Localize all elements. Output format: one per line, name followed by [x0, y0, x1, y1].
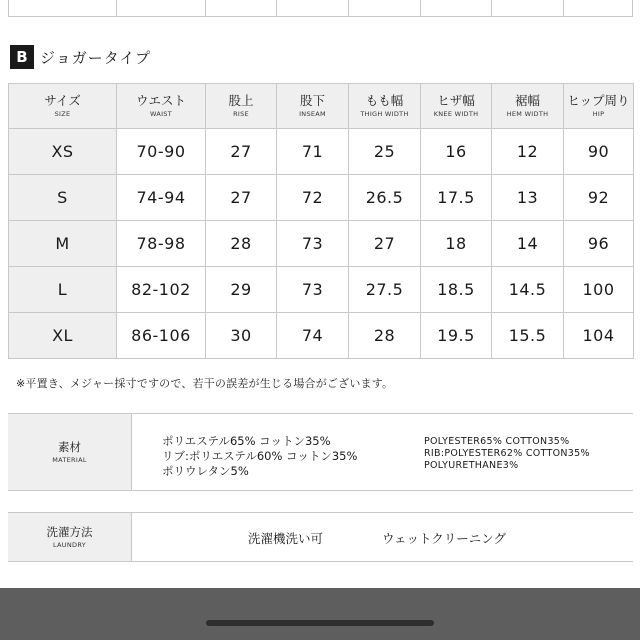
material-section: [8, 413, 633, 491]
table-cell: 27: [206, 129, 277, 175]
table-cell: 27: [349, 221, 421, 267]
table-cell: 90: [564, 129, 634, 175]
bottom-bar: [0, 588, 640, 640]
section-header: [10, 45, 151, 69]
material-english: POLYESTER65% COTTON35% RIB:POLYESTER62% COTTON35% POLYURETHANE3%: [424, 436, 590, 471]
table-row: [9, 129, 634, 175]
size-cell: M: [9, 221, 117, 267]
laundry-section: [8, 512, 633, 562]
table-cell: 14: [492, 221, 564, 267]
table-cell: 12: [492, 129, 564, 175]
table-row: [9, 313, 634, 359]
table-cell: 73: [277, 267, 349, 313]
table-cell: 104: [564, 313, 634, 359]
size-chart-table: [8, 83, 634, 359]
size-cell: L: [9, 267, 117, 313]
table-cell: 72: [277, 175, 349, 221]
table-cell: 82-102: [117, 267, 206, 313]
size-cell: S: [9, 175, 117, 221]
table-cell: 19.5: [421, 313, 492, 359]
table-header-row: [9, 84, 634, 129]
section-letter-badge: B: [10, 45, 34, 69]
table-cell: 18: [421, 221, 492, 267]
table-cell: 26.5: [349, 175, 421, 221]
table-cell: 18.5: [421, 267, 492, 313]
table-cell: 86-106: [117, 313, 206, 359]
table-cell: 71: [277, 129, 349, 175]
home-indicator[interactable]: [206, 620, 434, 626]
header-knee-width: ヒザ幅 KNEE WIDTH: [421, 84, 492, 129]
measurement-note: ※平置き、メジャー採寸ですので、若干の誤差が生じる場合がございます。: [16, 377, 394, 390]
header-waist: ウエスト WAIST: [117, 84, 206, 129]
size-cell: XS: [9, 129, 117, 175]
table-cell: 27.5: [349, 267, 421, 313]
table-cell: 15.5: [492, 313, 564, 359]
header-inseam: 股下 INSEAM: [277, 84, 349, 129]
previous-table-remnant: [8, 0, 633, 17]
table-cell: 27: [206, 175, 277, 221]
section-title: ジョガータイプ: [40, 48, 151, 67]
size-cell: XL: [9, 313, 117, 359]
table-cell: 74-94: [117, 175, 206, 221]
header-rise: 股上 RISE: [206, 84, 277, 129]
table-cell: 92: [564, 175, 634, 221]
table-row: [9, 221, 634, 267]
material-japanese: ポリエステル65% コットン35% リブ:ポリエステル60% コットン35% ポリウレタン5%: [162, 434, 358, 478]
table-cell: 17.5: [421, 175, 492, 221]
header-size: サイズ SIZE: [9, 84, 117, 129]
table-cell: 16: [421, 129, 492, 175]
table-cell: 14.5: [492, 267, 564, 313]
table-cell: 96: [564, 221, 634, 267]
table-row: [9, 175, 634, 221]
laundry-item-machine-wash: 洗濯機洗い可: [248, 531, 324, 546]
header-thigh-width: もも幅 THIGH WIDTH: [349, 84, 421, 129]
laundry-label: 洗濯方法 LAUNDRY: [8, 513, 132, 561]
table-cell: 28: [206, 221, 277, 267]
table-cell: 29: [206, 267, 277, 313]
table-cell: 13: [492, 175, 564, 221]
table-cell: 70-90: [117, 129, 206, 175]
header-hem-width: 裾幅 HEM WIDTH: [492, 84, 564, 129]
table-row: [9, 267, 634, 313]
table-cell: 73: [277, 221, 349, 267]
table-cell: 78-98: [117, 221, 206, 267]
table-cell: 25: [349, 129, 421, 175]
material-label: 素材 MATERIAL: [8, 414, 132, 490]
header-hip: ヒップ周り HIP: [564, 84, 634, 129]
table-cell: 28: [349, 313, 421, 359]
table-cell: 74: [277, 313, 349, 359]
laundry-item-wet-cleaning: ウェットクリーニング: [382, 531, 507, 546]
table-cell: 100: [564, 267, 634, 313]
table-cell: 30: [206, 313, 277, 359]
